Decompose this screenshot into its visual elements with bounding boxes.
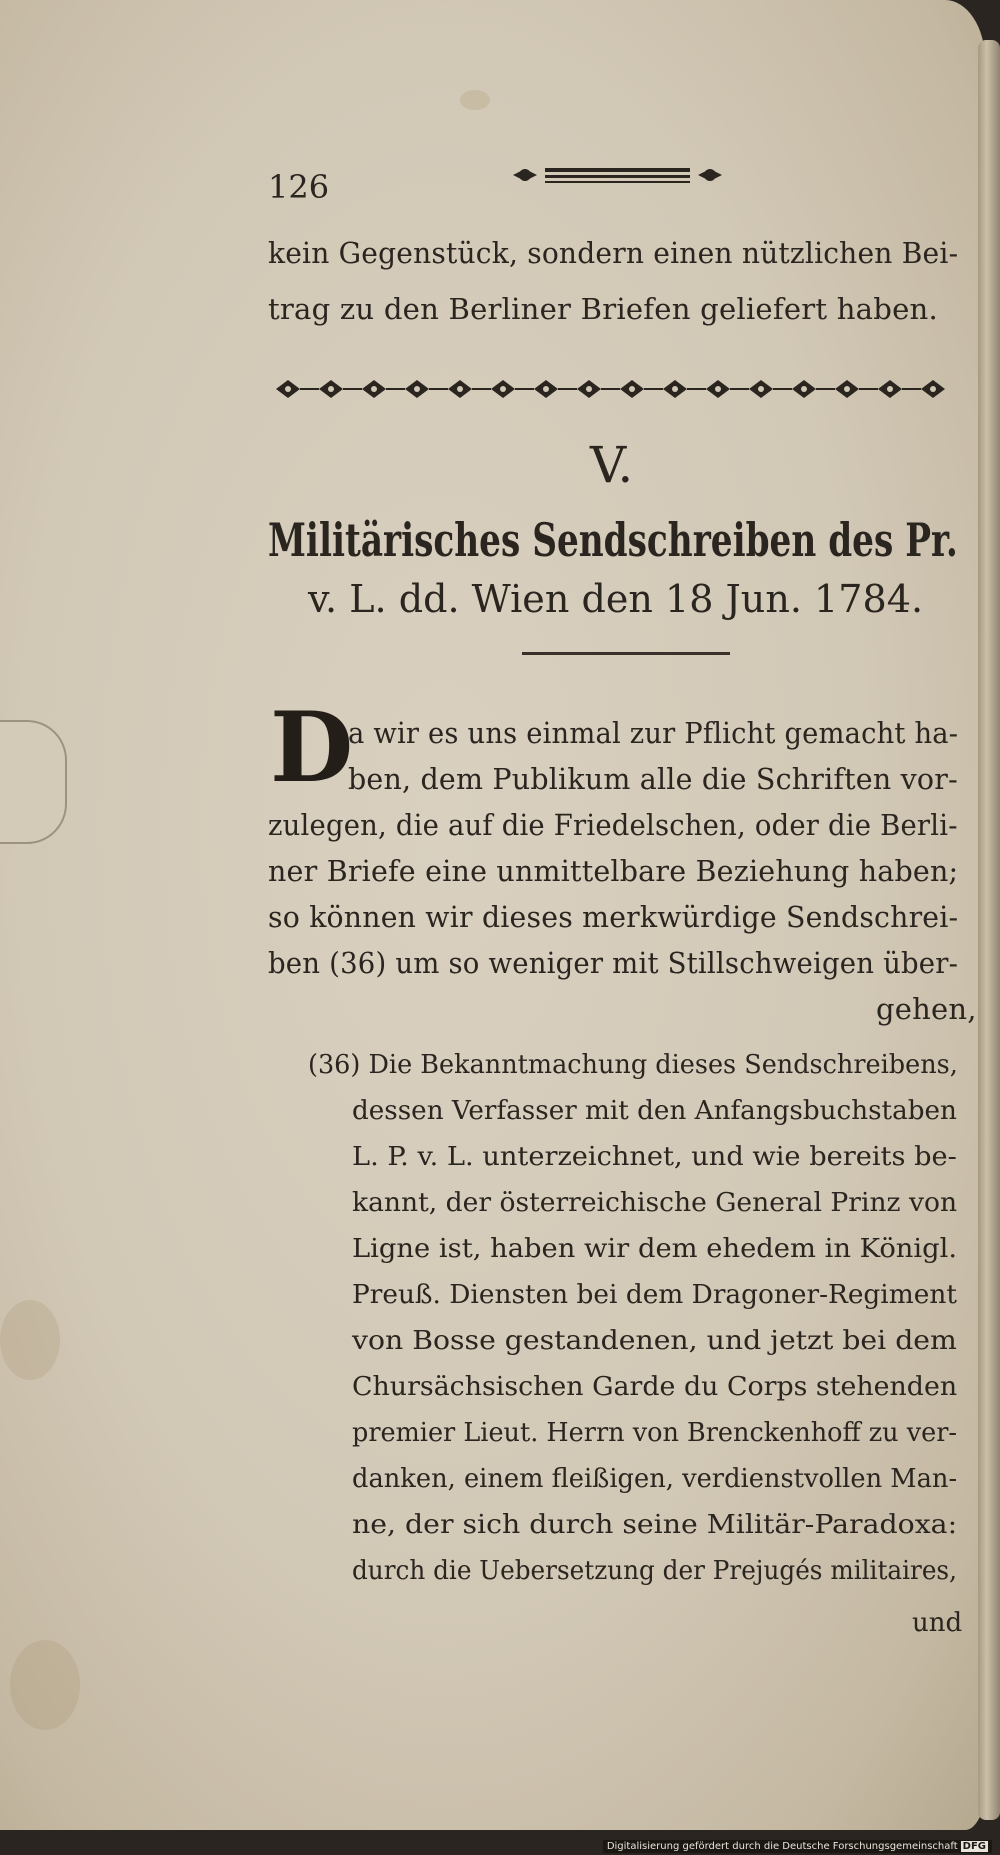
page-number: 126	[268, 168, 330, 206]
body-line: gehen,	[876, 992, 977, 1026]
footnote-line: kannt, der österreichische General Prinz von	[352, 1188, 958, 1218]
paper-stain	[0, 1300, 60, 1380]
body-line: so können wir dieses merkwürdige Sendschrei-	[268, 900, 959, 934]
title-rule	[522, 652, 730, 655]
header-ornament-icon	[505, 160, 730, 190]
section-numeral: V.	[590, 436, 634, 494]
footnote-line: premier Lieut. Herrn von Brenckenhoff zu ver-	[352, 1418, 958, 1448]
page-edge	[978, 40, 1000, 1820]
text-line: trag zu den Berliner Briefen geliefert haben.	[268, 292, 938, 326]
paper-stain	[10, 1640, 80, 1730]
credit-text: Digitalisierung gefördert durch die Deutsche Forschungsgemeinschaft	[606, 1841, 958, 1852]
body-line: zulegen, die auf die Friedelschen, oder die Berli-	[268, 808, 958, 842]
body-line: ner Briefe eine unmittelbare Beziehung haben;	[268, 854, 959, 888]
section-title: Militärisches Sendschreiben des Pr.	[268, 513, 958, 567]
dfg-logo-icon: DFG	[962, 1841, 986, 1852]
body-line: ben, dem Publikum alle die Schriften vor-	[348, 762, 958, 796]
footnote-line: dessen Verfasser mit den Anfangsbuchstaben	[352, 1096, 957, 1126]
paper-stain	[460, 90, 490, 110]
catchword: und	[912, 1608, 963, 1638]
footnote-line: L. P. v. L. unterzeichnet, und wie bereits be-	[352, 1142, 957, 1172]
body-line: ben (36) um so weniger mit Stillschweigen über-	[268, 946, 959, 980]
body-line: a wir es uns einmal zur Pflicht gemacht ha-	[348, 716, 959, 750]
footnote-line: (36) Die Bekanntmachung dieses Sendschreibens,	[308, 1050, 958, 1080]
page-tab	[0, 720, 67, 844]
text-line: kein Gegenstück, sondern einen nützlichen Bei-	[268, 236, 959, 270]
footnote-line: Preuß. Diensten bei dem Dragoner-Regiment	[352, 1280, 957, 1310]
footnote-line: Chursächsischen Garde du Corps stehenden	[352, 1372, 958, 1402]
footnote-line: durch die Uebersetzung der Prejugés militaires,	[352, 1556, 957, 1586]
drop-cap: D	[270, 691, 354, 804]
section-subtitle: v. L. dd. Wien den 18 Jun. 1784.	[308, 577, 924, 621]
footnote-line: danken, einem fleißigen, verdienstvollen Man-	[352, 1464, 958, 1494]
divider-ornament-icon	[268, 372, 958, 406]
footnote-line: von Bosse gestandenen, und jetzt bei dem	[352, 1326, 957, 1356]
digitization-credit	[603, 1840, 992, 1853]
footnote-line: ne, der sich durch seine Militär-Paradoxa:	[352, 1510, 958, 1540]
footnote-line: Ligne ist, haben wir dem ehedem in Königl.	[352, 1234, 958, 1264]
